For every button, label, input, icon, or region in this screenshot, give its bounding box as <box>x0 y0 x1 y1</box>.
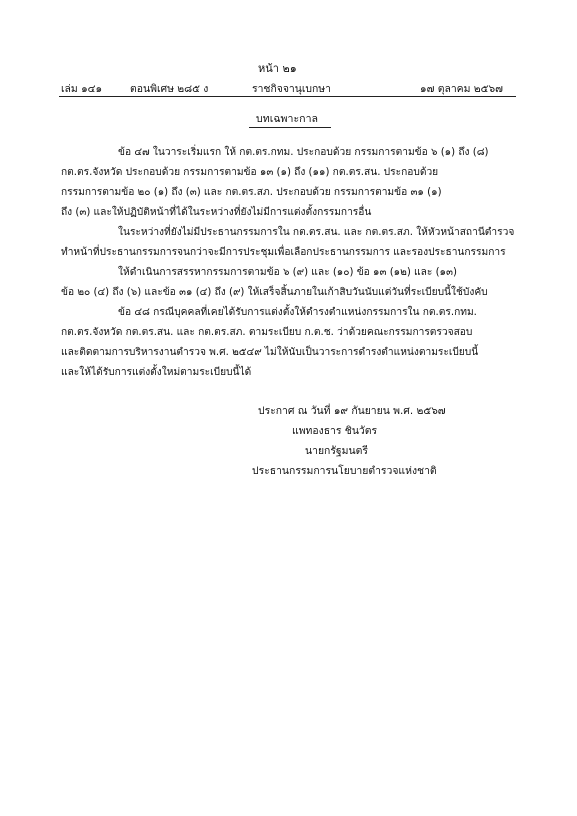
paragraph-line: ข้อ ๒๐ (๔) ถึง (๖) และข้อ ๓๑ (๔) ถึง (๙) ให้เสร็จสิ้นภายในเก้าสิบวันนับแต่วันที่ระเบียบนี้ใช้บังคับ <box>61 287 488 298</box>
paragraph-line: ข้อ ๔๘ กรณีบุคคลที่เคยได้รับการแต่งตั้งให้ดำรงตำแหน่งกรรมการใน กต.ตร.กทม. <box>118 307 477 318</box>
paragraph-line: และให้ได้รับการแต่งตั้งใหม่ตามระเบียบนี้ได้ <box>61 367 252 378</box>
paragraph-line: กต.ตร.จังหวัด กต.ตร.สน. และ กต.ตร.สภ. ตามระเบียบ ก.ต.ช. ว่าด้วยคณะกรรมการตรวจสอบ <box>61 327 473 338</box>
header-divider <box>59 96 516 97</box>
page-number: หน้า ๒๑ <box>258 62 297 75</box>
gazette-date: ๑๗ ตุลาคม ๒๕๖๗ <box>420 83 503 95</box>
paragraph-line: ข้อ ๔๗ ในวาระเริ่มแรก ให้ กต.ตร.กทม. ประกอบด้วย กรรมการตามข้อ ๖ (๑) ถึง (๘) <box>118 147 489 158</box>
paragraph-line: และติดตามการบริหารงานตำรวจ พ.ศ. ๒๕๔๙ ไม่ให้นับเป็นวาระการดำรงตำแหน่งตามระเบียบนี้ <box>61 347 479 358</box>
paragraph-line: ถึง (๓) และให้ปฏิบัติหน้าที่ได้ในระหว่างที่ยังไม่มีการแต่งตั้งกรรมการอื่น <box>61 207 372 218</box>
paragraph-line: ให้ดำเนินการสรรหากรรมการตามข้อ ๖ (๙) และ (๑๐) ข้อ ๑๓ (๑๒) และ (๑๓) <box>118 267 457 278</box>
paragraph-line: ในระหว่างที่ยังไม่มีประธานกรรมการใน กต.ตร.สน. และ กต.ตร.สภ. ให้หัวหน้าสถานีตำรวจ <box>118 227 515 238</box>
signatory-position-2: ประธานกรรมการนโยบายตำรวจแห่งชาติ <box>252 465 437 477</box>
volume-label: เล่ม ๑๔๑ <box>61 83 103 95</box>
section-title-underline <box>249 127 331 128</box>
paragraph-line: ทำหน้าที่ประธานกรรมการจนกว่าจะมีการประชุมเพื่อเลือกประธานกรรมการ และรองประธานกรรมการ <box>61 247 506 258</box>
gazette-name: ราชกิจจานุเบกษา <box>252 83 331 95</box>
signatory-name: แพทองธาร ชินวัตร <box>292 425 378 437</box>
special-issue-label: ตอนพิเศษ ๒๘๕ ง <box>130 83 209 95</box>
announcement-date: ประกาศ ณ วันที่ ๑๙ กันยายน พ.ศ. ๒๕๖๗ <box>258 405 446 417</box>
signatory-position: นายกรัฐมนตรี <box>305 445 368 457</box>
paragraph-line: กต.ตร.จังหวัด ประกอบด้วย กรรมการตามข้อ ๑๓ (๑) ถึง (๑๑) กต.ตร.สน. ประกอบด้วย <box>61 167 439 178</box>
paragraph-line: กรรมการตามข้อ ๒๐ (๑) ถึง (๓) และ กต.ตร.สภ. ประกอบด้วย กรรมการตามข้อ ๓๑ (๑) <box>61 187 442 198</box>
section-title: บทเฉพาะกาล <box>256 113 319 125</box>
